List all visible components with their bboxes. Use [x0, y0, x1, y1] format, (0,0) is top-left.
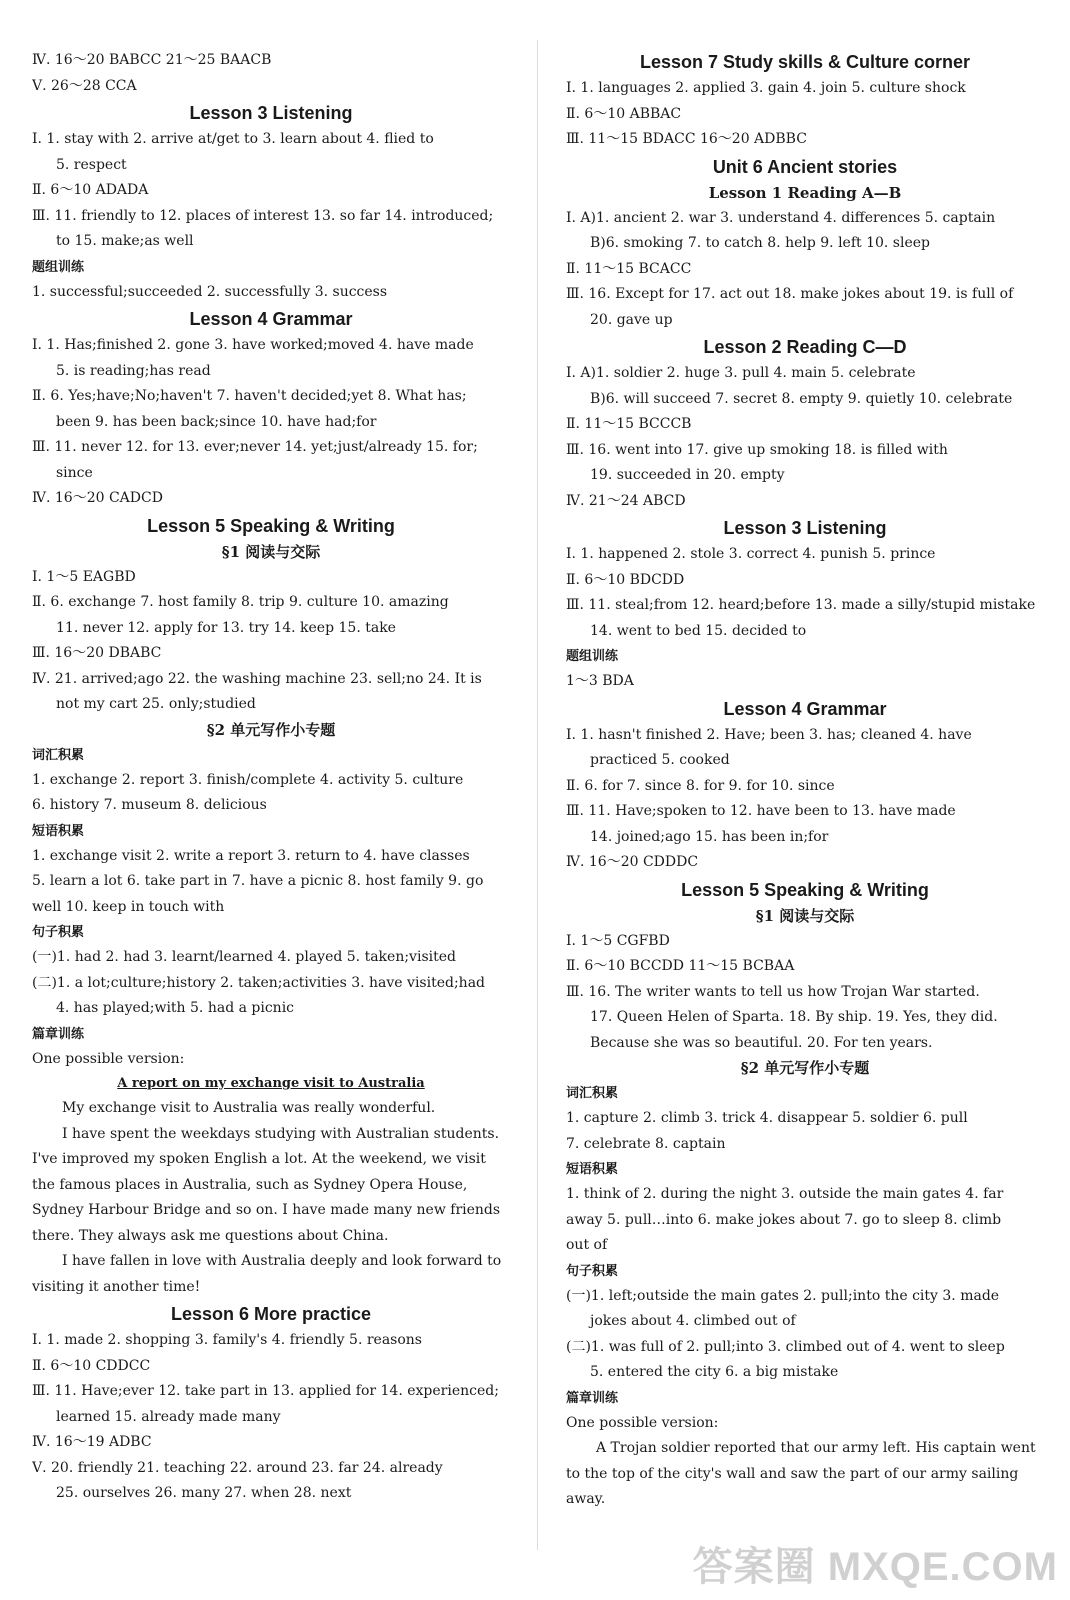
- category-label: 句子积累: [566, 1263, 619, 1279]
- category-label: 篇章训练: [566, 1390, 619, 1406]
- answer-line: (一)1. had 2. had 3. learnt/learned 4. played 5. taken;visited: [32, 949, 456, 965]
- answer-line: Ⅰ. A)1. ancient 2. war 3. understand 4. differences 5. captain: [566, 209, 996, 226]
- answer-line: Ⅲ. 16. Except for 17. act out 18. make jokes about 19. is full of: [566, 286, 1014, 302]
- watermark: 答案圈 MXQE.COM: [692, 1545, 1058, 1589]
- answer-line-continued: 5. is reading;has read: [56, 362, 211, 379]
- answer-line: Ⅴ. 26～28 CCA: [32, 77, 137, 94]
- category-label: 词汇积累: [566, 1086, 619, 1101]
- essay-paragraph: A Trojan soldier reported that our army left. His captain went to the top of the city's wall and saw the part of our army sailing away.: [566, 1440, 1036, 1507]
- essay-paragraph: My exchange visit to Australia was really wonderful.: [62, 1100, 436, 1116]
- answer-line: Ⅰ. 1. stay with 2. arrive at/get to 3. learn about 4. flied to: [32, 131, 434, 147]
- answer-line: Ⅰ. 1. languages 2. applied 3. gain 4. join 5. culture shock: [566, 80, 966, 96]
- answer-line-continued: learned 15. already made many: [56, 1408, 281, 1425]
- answer-line: Ⅱ. 6～10 BDCDD: [566, 571, 685, 588]
- answer-line: Ⅳ. 21. arrived;ago 22. the washing machine 23. sell;no 24. It is: [32, 670, 482, 687]
- answer-line: Ⅰ. 1. hasn't finished 2. Have; been 3. has; cleaned 4. have: [566, 726, 972, 743]
- answer-line: Ⅱ. 6～10 CDDCC: [32, 1357, 151, 1374]
- section-heading: §2 单元写作小专题: [740, 1059, 870, 1077]
- lesson-heading: Lesson 5 Speaking & Writing: [147, 515, 395, 536]
- lesson-heading: Lesson 4 Grammar: [189, 309, 353, 329]
- answer-line: Ⅱ. 6～10 BCCDD 11～15 BCBAA: [566, 958, 795, 974]
- answer-line-continued: since: [56, 464, 93, 481]
- answer-line: Ⅲ. 11. never 12. for 13. ever;never 14. yet;just/already 15. for;: [32, 439, 478, 455]
- answer-line: Ⅰ. 1. happened 2. stole 3. correct 4. punish 5. prince: [566, 546, 936, 562]
- right-column: [566, 48, 1044, 1513]
- answer-line: away 5. pull…into 6. make jokes about 7. go to sleep 8. climb: [566, 1211, 1002, 1228]
- answer-line: Ⅰ. A)1. soldier 2. huge 3. pull 4. main 5. celebrate: [566, 365, 916, 381]
- answer-line: Ⅲ. 16. The writer wants to tell us how Trojan War started.: [566, 983, 980, 1000]
- answer-line-continued: 19. succeeded in 20. empty: [590, 467, 785, 483]
- answer-line-continued: 11. never 12. apply for 13. try 14. keep 15. take: [56, 619, 396, 636]
- category-label: 题组训练: [32, 259, 85, 275]
- category-label: 词汇积累: [32, 747, 85, 763]
- answer-line: Ⅱ. 6. Yes;have;No;haven't 7. haven't decided;yet 8. What has;: [32, 388, 467, 404]
- lesson-heading: Lesson 3 Listening: [723, 518, 887, 538]
- answer-line-continued: practiced 5. cooked: [590, 752, 730, 768]
- answer-line: 1～3 BDA: [566, 673, 634, 689]
- answer-line-continued: to 15. make;as well: [56, 233, 194, 249]
- answer-line: Ⅰ. 1～5 EAGBD: [32, 568, 136, 585]
- answer-line: 6. history 7. museum 8. delicious: [32, 797, 267, 813]
- answer-line: Ⅴ. 20. friendly 21. teaching 22. around 23. far 24. already: [32, 1459, 443, 1476]
- answer-line-continued: 20. gave up: [590, 311, 673, 328]
- answer-line: Ⅱ. 6～10 ABBAC: [566, 105, 682, 122]
- answer-line: Ⅲ. 11～15 BDACC 16～20 ADBBC: [566, 131, 807, 147]
- answer-line: 1. successful;succeeded 2. successfully 3. success: [32, 283, 388, 300]
- answer-line: Ⅲ. 11. Have;spoken to 12. have been to 13. have made: [566, 803, 956, 819]
- essay-paragraph: I have spent the weekdays studying with Australian students. I've improved my spoken English a lot. At the weekend, we visit the famous places in Australia, such as Sydney Opera House, Sydney Harbour Bridge and so on. I have made many new friends there. They always ask me questions about China.: [32, 1125, 501, 1244]
- answer-line: Ⅲ. 11. steal;from 12. heard;before 13. made a silly/stupid mistake: [566, 597, 1036, 613]
- answer-line-continued: Because she was so beautiful. 20. For ten years.: [590, 1034, 933, 1051]
- answer-line: (二)1. was full of 2. pull;into 3. climbed out of 4. went to sleep: [566, 1338, 1005, 1355]
- answer-line: well 10. keep in touch with: [32, 898, 225, 915]
- answer-line: (二)1. a lot;culture;history 2. taken;activities 3. have visited;had: [32, 974, 485, 991]
- section-heading: §2 单元写作小专题: [206, 720, 336, 739]
- answer-line: Ⅲ. 16～20 DBABC: [32, 645, 162, 661]
- answer-line: Ⅳ. 21～24 ABCD: [566, 492, 686, 509]
- category-label: 短语积累: [32, 823, 85, 839]
- left-column: [32, 48, 510, 1507]
- answer-line: 1. think of 2. during the night 3. outside the main gates 4. far: [566, 1186, 1004, 1202]
- answer-line: 5. learn a lot 6. take part in 7. have a picnic 8. host family 9. go: [32, 873, 484, 889]
- answer-line-continued: 14. went to bed 15. decided to: [590, 622, 807, 639]
- category-label: 题组训练: [566, 649, 619, 664]
- answer-line: Ⅱ. 6. exchange 7. host family 8. trip 9. culture 10. amazing: [32, 594, 449, 610]
- essay-title: A report on my exchange visit to Australia: [117, 1076, 425, 1091]
- answer-line: out of: [566, 1237, 608, 1253]
- section-heading: Lesson 1 Reading A—B: [708, 183, 902, 202]
- answer-line: Ⅱ. 11～15 BCCCB: [566, 416, 692, 432]
- answer-line: One possible version:: [566, 1414, 719, 1431]
- answer-line: Ⅲ. 11. Have;ever 12. take part in 13. applied for 14. experienced;: [32, 1383, 499, 1399]
- essay-paragraph: I have fallen in love with Australia deeply and look forward to visiting it another time!: [32, 1253, 502, 1295]
- lesson-heading: Lesson 5 Speaking & Writing: [681, 879, 929, 900]
- unit-heading: Unit 6 Ancient stories: [712, 156, 898, 177]
- answer-line-continued: not my cart 25. only;studied: [56, 696, 256, 712]
- answer-line-continued: 5. respect: [56, 156, 127, 173]
- lesson-heading: Lesson 6 More practice: [170, 1304, 372, 1324]
- answer-line: 1. exchange visit 2. write a report 3. return to 4. have classes: [32, 847, 470, 864]
- answer-line: Ⅳ. 16～19 ADBC: [32, 1434, 152, 1450]
- answer-line-continued: 25. ourselves 26. many 27. when 28. next: [56, 1485, 352, 1501]
- answer-line-continued: 14. joined;ago 15. has been in;for: [590, 828, 829, 845]
- answer-line-continued: 4. has played;with 5. had a picnic: [56, 1000, 295, 1016]
- answer-line: (一)1. left;outside the main gates 2. pull;into the city 3. made: [566, 1287, 1000, 1304]
- answer-line: 7. celebrate 8. captain: [566, 1135, 726, 1152]
- column-divider: [537, 40, 538, 1550]
- answer-line: Ⅳ. 16～20 BABCC 21～25 BAACB: [32, 52, 272, 68]
- category-label: 短语积累: [566, 1162, 619, 1177]
- answer-line: Ⅳ. 16～20 CADCD: [32, 490, 163, 506]
- category-label: 篇章训练: [32, 1026, 85, 1042]
- lesson-heading: Lesson 4 Grammar: [723, 698, 887, 719]
- answer-line-continued: been 9. has been back;since 10. have had;for: [56, 413, 377, 430]
- answer-line-continued: 5. entered the city 6. a big mistake: [590, 1364, 839, 1380]
- answer-line-continued: B)6. will succeed 7. secret 8. empty 9. quietly 10. celebrate: [590, 390, 1013, 407]
- answer-line: Ⅱ. 6～10 ADADA: [32, 182, 149, 198]
- section-heading: §1 阅读与交际: [755, 906, 855, 925]
- category-label: 句子积累: [32, 925, 85, 940]
- lesson-heading: Lesson 2 Reading C—D: [703, 337, 907, 357]
- answer-line: Ⅰ. 1. made 2. shopping 3. family's 4. friendly 5. reasons: [32, 1332, 422, 1348]
- section-heading: §1 阅读与交际: [221, 542, 321, 561]
- answer-line: Ⅰ. 1. Has;finished 2. gone 3. have worked;moved 4. have made: [32, 337, 474, 353]
- lesson-heading: Lesson 7 Study skills & Culture corner: [639, 52, 971, 72]
- answer-line: Ⅲ. 11. friendly to 12. places of interest 13. so far 14. introduced;: [32, 207, 494, 224]
- answer-line: Ⅱ. 11～15 BCACC: [566, 260, 692, 277]
- answer-line: Ⅱ. 6. for 7. since 8. for 9. for 10. since: [566, 777, 835, 794]
- answer-line: One possible version:: [32, 1050, 185, 1067]
- answer-line-continued: 17. Queen Helen of Sparta. 18. By ship. 19. Yes, they did.: [590, 1009, 998, 1025]
- answer-line: Ⅲ. 16. went into 17. give up smoking 18. is filled with: [566, 441, 948, 458]
- answer-line: 1. exchange 2. report 3. finish/complete 4. activity 5. culture: [32, 771, 464, 788]
- answer-line-continued: B)6. smoking 7. to catch 8. help 9. left 10. sleep: [590, 235, 931, 251]
- answer-line: 1. capture 2. climb 3. trick 4. disappear 5. soldier 6. pull: [566, 1110, 968, 1126]
- answer-line-continued: jokes about 4. climbed out of: [590, 1313, 796, 1329]
- lesson-heading: Lesson 3 Listening: [189, 103, 353, 123]
- answer-line: Ⅰ. 1～5 CGFBD: [566, 932, 670, 949]
- answer-line: Ⅳ. 16～20 CDDDC: [566, 854, 699, 870]
